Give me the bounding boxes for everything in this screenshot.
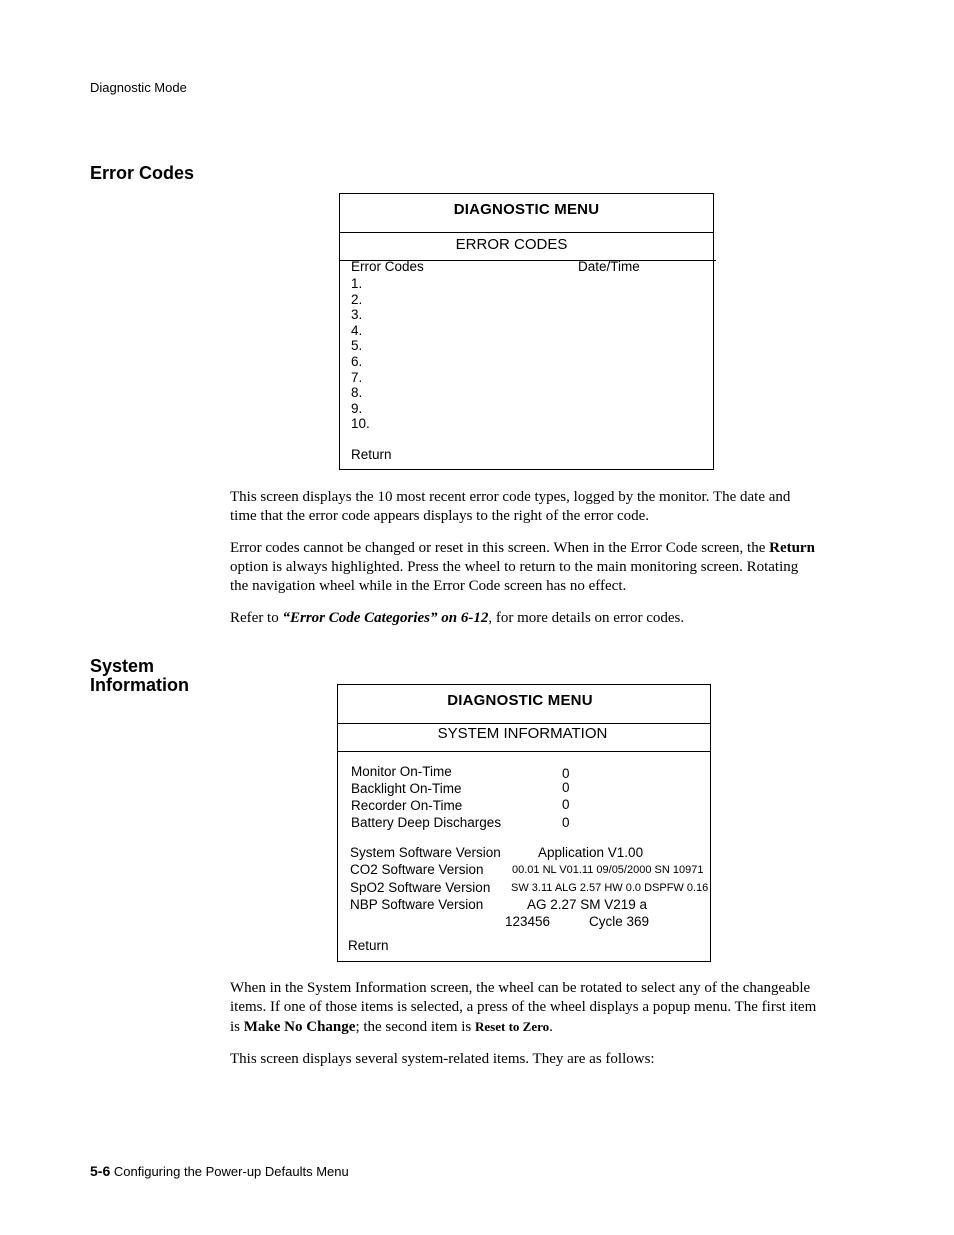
version-value: Application V1.00 [538, 845, 644, 860]
screen-title: DIAGNOSTIC MENU [453, 201, 600, 218]
screen-title: DIAGNOSTIC MENU [447, 692, 593, 709]
column-header-date-time: Date/Time [578, 259, 640, 274]
text: ; the second item is [355, 1019, 475, 1035]
nbp-cycle: Cycle 369 [589, 914, 650, 929]
version-value: 00.01 NL V01.11 09/05/2000 SN 10971 [512, 864, 704, 876]
list-item: 3. [351, 307, 363, 323]
list-item: 2. [351, 291, 363, 307]
counter-value[interactable]: 0 [562, 815, 570, 830]
system-information-heading [90, 657, 189, 695]
version-value: AG 2.27 SM V219 a [527, 897, 648, 912]
system-information-description [230, 979, 820, 1069]
list-item: 7. [351, 369, 363, 385]
divider [338, 751, 710, 752]
heading-line: Information [90, 675, 189, 695]
list-item: 9. [351, 400, 363, 416]
list-item: 1. [351, 276, 363, 291]
nbp-serial: 123456 [505, 914, 551, 929]
page-number: 5-6 [90, 1163, 111, 1179]
counter-label: Monitor On-Time [351, 764, 452, 779]
system-information-screen [337, 684, 711, 962]
text: option is always highlighted. Press the wheel to return to the main monitoring screen. Rotating the navigation wheel while in the Error Code screen has no effect. [230, 559, 799, 594]
paragraph [230, 979, 820, 1037]
error-code-list [351, 276, 370, 432]
paragraph [230, 609, 820, 628]
bold-text: Reset to Zero [475, 1019, 550, 1034]
chapter-title: Configuring the Power-up Defaults Menu [113, 1164, 349, 1179]
counter-value[interactable]: 0 [562, 780, 570, 795]
error-codes-description [230, 488, 820, 628]
version-label: CO2 Software Version [350, 862, 484, 877]
running-header: Diagnostic Mode [90, 80, 187, 95]
text: , for more details on error codes. [488, 610, 685, 626]
return-option[interactable]: Return [351, 447, 392, 462]
text: . [549, 1019, 553, 1035]
list-item: 8. [351, 385, 363, 401]
version-label: NBP Software Version [350, 897, 484, 912]
paragraph: This screen displays the 10 most recent error code types, logged by the monitor. The date and time that the error code appears displays to the right of the error code. [230, 489, 791, 524]
counter-label: Backlight On-Time [351, 781, 462, 796]
counter-value[interactable]: 0 [562, 766, 570, 781]
counter-value[interactable]: 0 [562, 797, 570, 812]
error-codes-heading: Error Codes [90, 163, 195, 183]
bold-text: Return [769, 540, 815, 556]
paragraph [230, 539, 820, 596]
counter-label: Battery Deep Discharges [351, 815, 502, 830]
column-header-error-codes: Error Codes [351, 259, 424, 274]
divider [340, 232, 713, 233]
version-value: SW 3.11 ALG 2.57 HW 0.0 DSPFW 0.16 [511, 882, 709, 894]
heading-line: System [90, 656, 155, 676]
version-label: SpO2 Software Version [350, 880, 491, 895]
paragraph: This screen displays several system-related items. They are as follows: [230, 1051, 655, 1067]
cross-reference-link[interactable]: “Error Code Categories” on 6-12 [282, 610, 489, 626]
list-item: 5. [351, 338, 363, 354]
counter-label: Recorder On-Time [351, 798, 463, 813]
screen-subtitle: SYSTEM INFORMATION [437, 725, 608, 742]
error-codes-screen [339, 193, 714, 470]
text: When in the System Information screen, the wheel can be rotated to select any of the changeable items. If one of those items is selected, a press of the wheel displays a popup menu. The first item is [230, 980, 817, 1035]
version-label: System Software Version [350, 845, 501, 860]
list-item: 10. [351, 416, 370, 432]
text: Error codes cannot be changed or reset in this screen. When in the Error Code screen, the [230, 540, 770, 556]
text: Refer to [230, 610, 283, 626]
list-item: 6. [351, 353, 363, 369]
page-footer [90, 1163, 349, 1179]
list-item: 4. [351, 322, 363, 338]
bold-text: Make No Change [243, 1019, 356, 1035]
screen-subtitle: ERROR CODES [455, 236, 568, 253]
return-option[interactable]: Return [348, 938, 389, 953]
divider [338, 723, 710, 724]
